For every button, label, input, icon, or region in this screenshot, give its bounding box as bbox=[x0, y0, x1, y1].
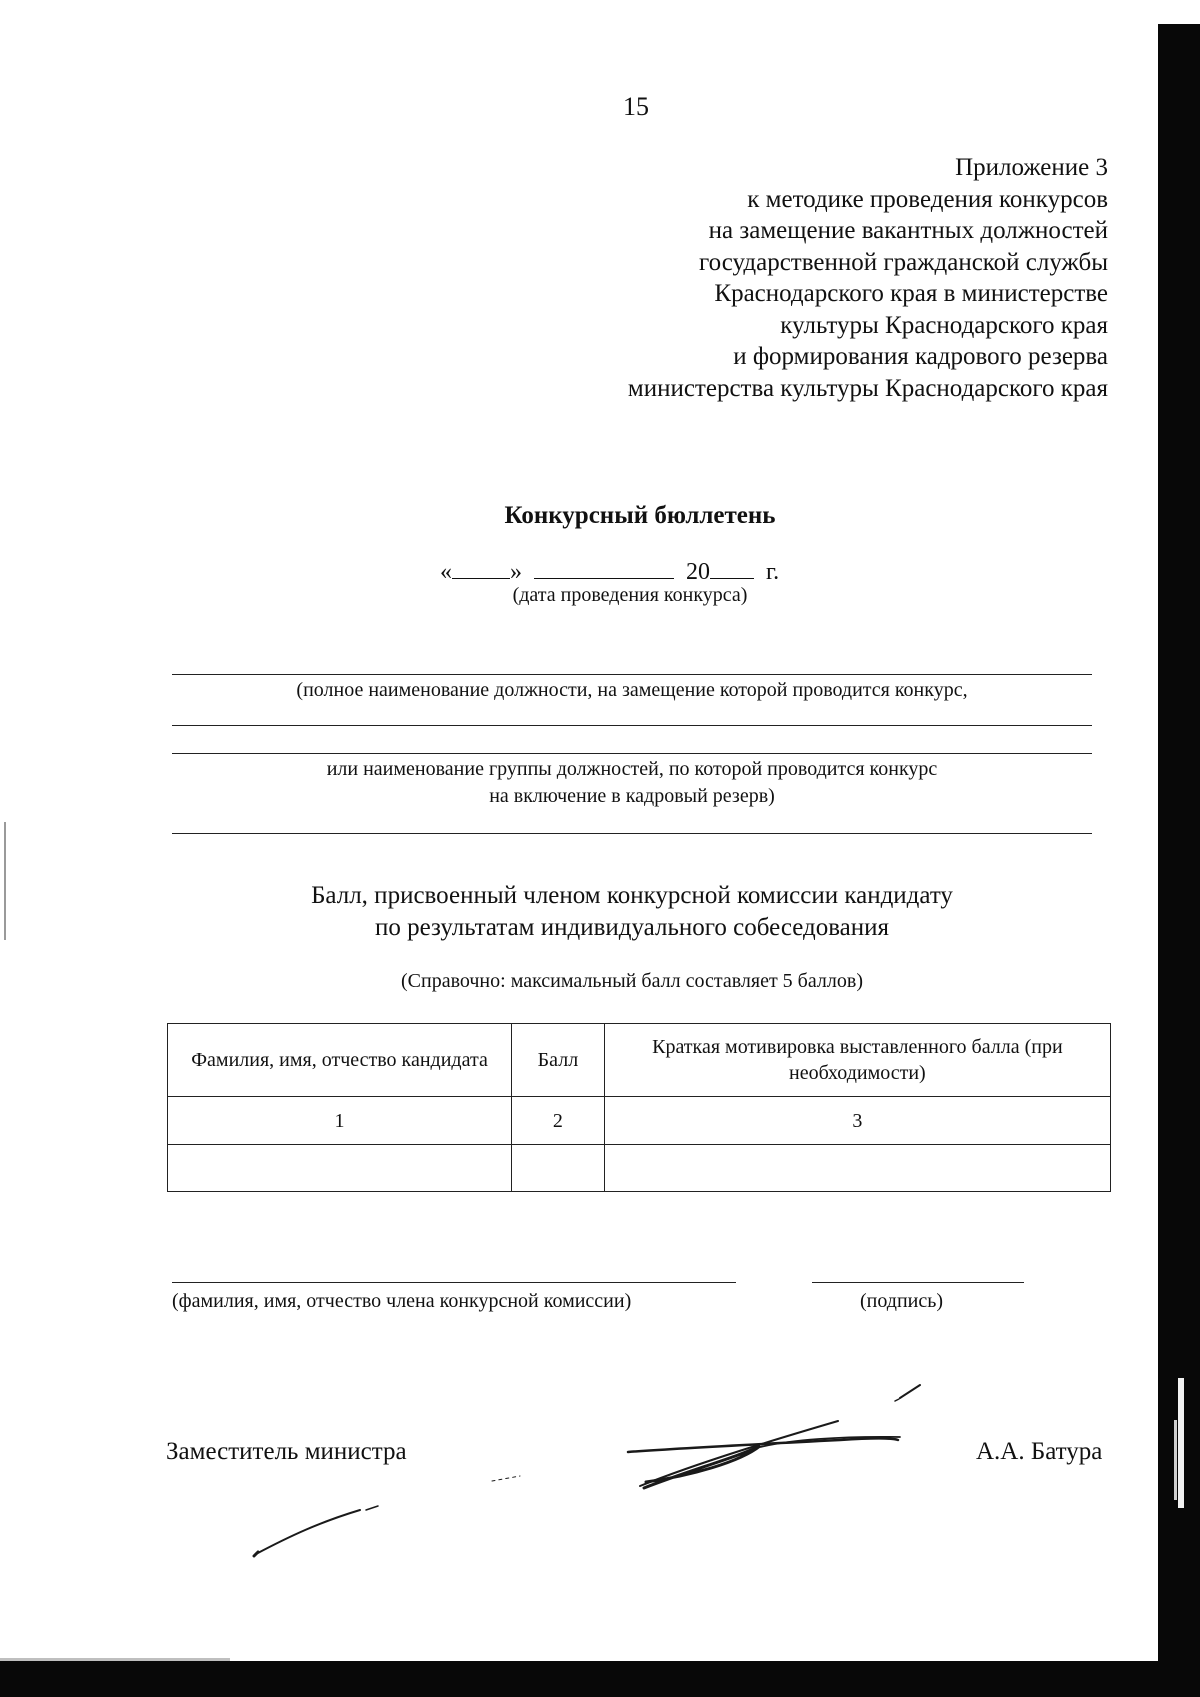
position-caption-3: на включение в кадровый резерв) bbox=[489, 785, 775, 807]
appendix-line: Приложение 3 bbox=[955, 154, 1108, 181]
appendix-line: государственной гражданской службы bbox=[698, 248, 1108, 276]
position-caption-1: (полное наименование должности, на замещение которой проводится конкурс, bbox=[296, 679, 968, 701]
page-number: 15 bbox=[623, 92, 649, 121]
appendix-line: культуры Краснодарского края bbox=[780, 311, 1108, 339]
appendix-line: Краснодарского края в министерстве bbox=[714, 280, 1108, 307]
column-number-2: 2 bbox=[512, 1097, 605, 1145]
appendix-line: на замещение вакантных должностей bbox=[708, 217, 1108, 244]
date-caption: (дата проведения конкурса) bbox=[512, 584, 748, 606]
header-score: Балл bbox=[512, 1024, 605, 1097]
score-heading-line-2: по результатам индивидуального собеседования bbox=[374, 914, 890, 941]
header-justification: Краткая мотивировка выставленного балла (при необходимости) bbox=[604, 1024, 1110, 1097]
signer-name: А.А. Батура bbox=[976, 1438, 1103, 1465]
position-caption-2: или наименование группы должностей, по которой проводится конкурс bbox=[326, 758, 938, 780]
signer-position: Заместитель министра bbox=[166, 1438, 407, 1465]
appendix-line: к методике проведения конкурсов bbox=[747, 185, 1108, 213]
date-open-quote: « bbox=[440, 559, 452, 585]
header-candidate-name: Фамилия, имя, отчество кандидата bbox=[168, 1024, 512, 1097]
bulletin-title: Конкурсный бюллетень bbox=[504, 502, 776, 529]
score-heading-line-1: Балл, присвоенный членом конкурсной комиссии кандидату bbox=[311, 882, 953, 909]
member-name-caption: (фамилия, имя, отчество члена конкурсной комиссии) bbox=[172, 1290, 632, 1312]
date-year-prefix: 20 bbox=[686, 559, 710, 585]
appendix-line: министерства культуры Краснодарского края bbox=[627, 374, 1108, 402]
max-score-note: (Справочно: максимальный балл составляет 5 баллов) bbox=[401, 970, 863, 992]
appendix-line: и формирования кадрового резерва bbox=[733, 343, 1108, 370]
column-number-3: 3 bbox=[604, 1097, 1110, 1145]
column-number-1: 1 bbox=[168, 1097, 512, 1145]
member-signature-caption: (подпись) bbox=[860, 1290, 944, 1312]
date-year-suffix: г. bbox=[766, 559, 780, 585]
date-close-quote: » bbox=[510, 559, 522, 585]
